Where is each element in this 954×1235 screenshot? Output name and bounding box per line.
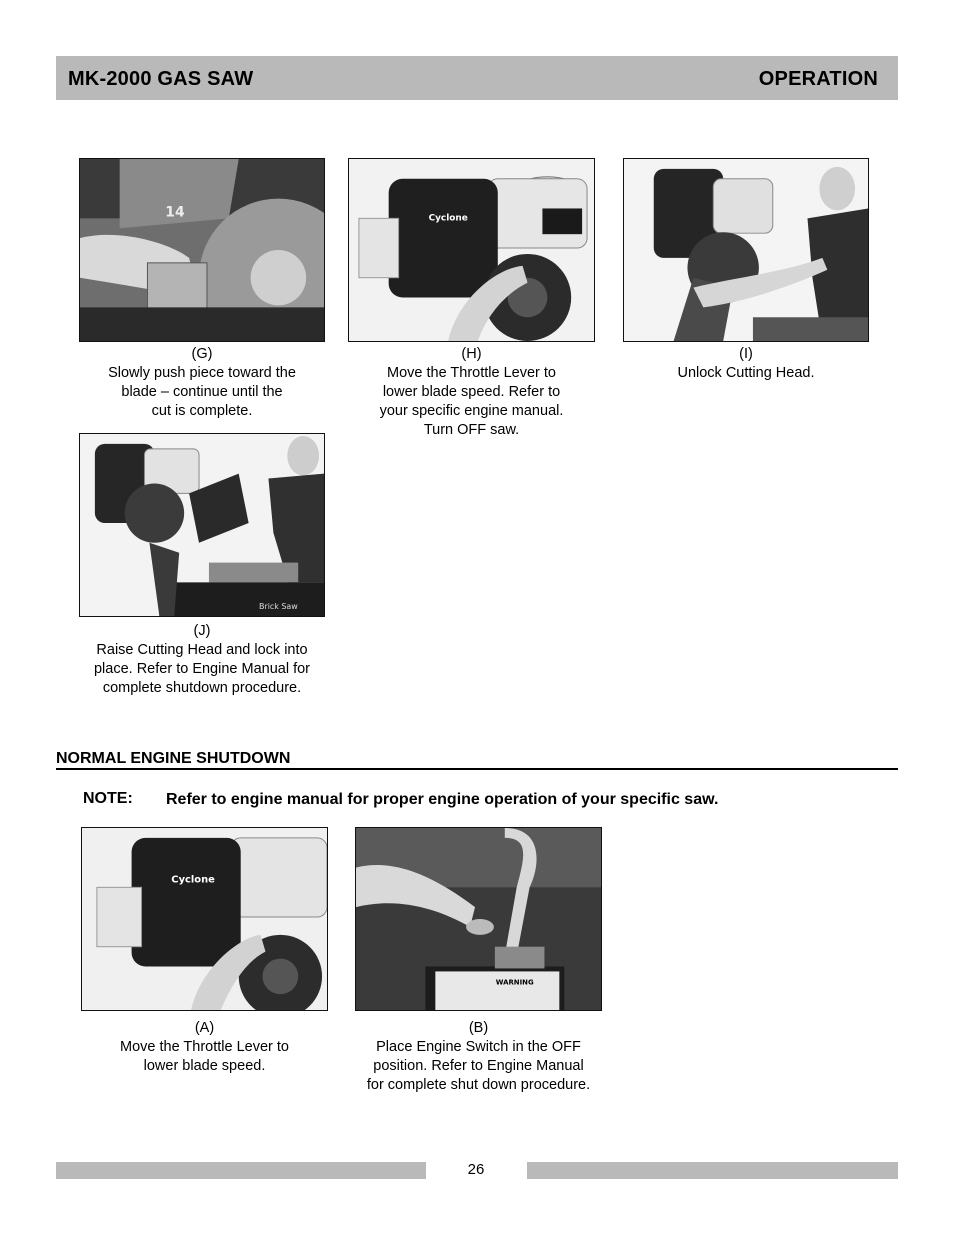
photo-g-text: 14 [165,204,185,221]
caption-line: for complete shut down procedure. [366,1077,591,1093]
photo-j [79,433,325,617]
note-text: Refer to engine manual for proper engine operation of your specific saw. [166,791,719,808]
caption-line: Move the Throttle Lever to [387,365,556,381]
caption-line: blade – continue until the [121,384,283,400]
photo-j-text: Brick Saw [259,602,298,612]
caption-line: Move the Throttle Lever to [120,1039,289,1055]
photo-h [348,158,595,342]
caption-i [623,345,869,383]
page-number: 26 [467,1161,485,1178]
caption-line: your specific engine manual. [379,403,564,419]
caption-j [79,622,325,698]
section-divider [56,768,898,770]
caption-label: (A) [194,1020,215,1036]
caption-label: (J) [193,623,211,639]
section-heading: NORMAL ENGINE SHUTDOWN [56,750,291,767]
caption-line: cut is complete. [151,403,253,419]
caption-line: Raise Cutting Head and lock into [96,642,308,658]
caption-b [345,1019,612,1095]
footer-bar-right [527,1162,898,1179]
caption-line: Turn OFF saw. [423,422,520,438]
photo-h-text: Cyclone [428,213,468,224]
photo-g [79,158,325,342]
caption-label: (I) [739,346,753,362]
caption-label: (H) [461,346,482,362]
caption-label: (G) [191,346,213,362]
caption-line: Slowly push piece toward the [108,365,296,381]
caption-label: (B) [468,1020,489,1036]
caption-g [79,345,325,421]
caption-line: position. Refer to Engine Manual [373,1058,584,1074]
caption-h [348,345,595,440]
caption-a [81,1019,328,1076]
caption-line: complete shutdown procedure. [102,680,302,696]
caption-line: Place Engine Switch in the OFF [376,1039,581,1055]
photo-b-text: WARNING [495,978,534,987]
section-title: OPERATION [758,68,878,90]
footer-bar-left [56,1162,426,1179]
photo-b [355,827,602,1011]
caption-line: place. Refer to Engine Manual for [93,661,310,677]
caption-line: lower blade speed. Refer to [382,384,561,400]
caption-line: Unlock Cutting Head. [677,365,815,381]
photo-a [81,827,328,1011]
header-bar [56,56,898,100]
photo-i [623,158,869,342]
document-title: MK-2000 GAS SAW [68,68,254,90]
caption-line: lower blade speed. [143,1058,266,1074]
photo-a-text: Cyclone [171,874,215,886]
note-label: NOTE: [83,790,133,807]
